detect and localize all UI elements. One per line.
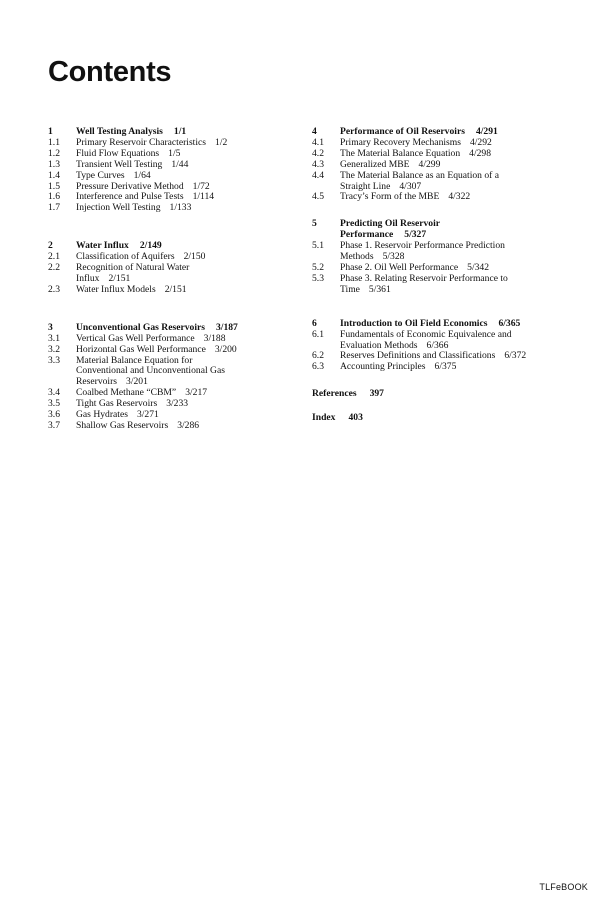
chapter-number: 5 [312,218,317,230]
section-number: 3.6 [48,409,60,421]
toc-entry[interactable] [48,421,310,432]
chapter-2 [48,241,310,296]
section-number: 4.2 [312,147,324,159]
section-title: Water Influx Models [76,283,156,295]
section-number: 2.1 [48,251,60,263]
references-page: 397 [369,388,384,400]
section-page: 3/188 [203,332,226,344]
section-page: 2/150 [183,251,206,263]
toc-entry-index[interactable] [312,412,597,423]
section-title: Pressure Derivative Method [76,180,184,192]
section-title: Horizontal Gas Well Performance [76,343,206,355]
section-number: 3.1 [48,332,60,344]
section-page: 3/200 [214,343,237,355]
section-page: 3/271 [136,409,159,421]
section-page: 3/233 [166,398,189,410]
chapter-number: 3 [48,321,53,333]
section-page: 3/217 [185,387,208,399]
section-number: 6.2 [312,350,324,362]
section-title: Gas Hydrates [76,409,128,421]
section-page: 4/307 [399,180,422,192]
section-title: Recognition of Natural Water Influx [76,262,190,284]
section-title: The Material Balance as an Equation of a Straight Line [340,169,500,192]
chapter-page: 5/327 [404,229,427,241]
chapter-title: Unconventional Gas Reservoirs [76,321,205,333]
section-number: 2.2 [48,262,60,274]
section-page: 6/375 [434,361,457,373]
toc-entry[interactable] [312,274,597,296]
chapter-number: 1 [48,126,53,137]
chapter-page: 4/291 [475,126,498,137]
chapter-heading[interactable] [312,219,597,241]
section-page: 6/372 [504,350,527,362]
section-page: 5/328 [382,251,405,263]
chapter-page: 2/149 [139,240,162,252]
section-number: 1.1 [48,136,60,148]
chapter-number: 2 [48,240,53,252]
section-number: 5.1 [312,240,324,252]
section-number: 3.4 [48,387,60,399]
section-number: 5.3 [312,272,324,284]
toc-entry[interactable] [312,241,597,263]
page-title: Contents [48,56,172,88]
section-number: 4.4 [312,169,324,181]
chapter-title: Water Influx [76,240,129,252]
section-number: 5.2 [312,261,324,273]
section-page: 4/292 [469,136,492,148]
section-title: Primary Reservoir Characteristics [76,136,207,148]
toc-entry[interactable] [312,330,597,352]
toc-right-column [312,127,597,423]
section-number: 4.1 [312,136,324,148]
references-title: References [312,388,357,400]
section-page: 4/298 [469,147,491,159]
section-title: Interference and Pulse Tests [76,191,184,203]
chapter-4 [312,127,597,203]
section-title: The Material Balance Equation [340,147,461,159]
section-page: 5/342 [467,261,490,273]
section-title: Phase 2. Oil Well Performance [340,261,459,273]
index-page: 403 [348,412,363,424]
chapter-5 [312,219,597,295]
chapter-number: 6 [312,317,317,329]
section-title: Tracy’s Form of the MBE [340,191,440,203]
chapter-3 [48,323,310,432]
chapter-number: 4 [312,126,317,137]
chapter-6 [312,319,597,374]
section-number: 3.2 [48,343,60,355]
section-page: 1/2 [215,136,228,148]
chapter-1 [48,127,310,214]
section-number: 6.1 [312,328,324,340]
section-page: 2/151 [108,272,131,284]
chapter-page: 6/365 [498,317,521,329]
section-number: 1.2 [48,147,60,159]
section-number: 1.3 [48,158,60,170]
index-title: Index [312,412,336,424]
section-page: 1/72 [192,180,210,192]
section-title: Transient Well Testing [76,158,163,170]
section-title: Material Balance Equation for Conventional and Unconventional Gas Reservoirs [76,354,225,388]
section-title: Vertical Gas Well Performance [76,332,195,344]
chapter-title: Well Testing Analysis [76,126,163,137]
toc-entry[interactable] [312,171,597,193]
section-number: 3.7 [48,419,60,431]
toc-entry[interactable] [48,285,310,296]
section-title: Injection Well Testing [76,202,161,214]
section-page: 1/5 [168,147,181,159]
section-page: 1/64 [133,169,151,181]
chapter-title: Predicting Oil Reservoir Performance [340,218,440,241]
section-title: Tight Gas Reservoirs [76,398,158,410]
section-page: 5/361 [368,283,391,295]
toc-entry[interactable] [312,192,597,203]
section-number: 4.5 [312,191,324,203]
section-title: Classification of Aquifers [76,251,175,263]
section-title: Shallow Gas Reservoirs [76,419,169,431]
chapter-page: 3/187 [215,321,238,333]
chapter-title: Introduction to Oil Field Economics [340,317,488,329]
section-page: 1/44 [171,158,189,170]
section-title: Phase 1. Reservoir Performance Prediction Methods [340,240,505,263]
section-number: 4.3 [312,158,324,170]
chapter-page: 1/1 [173,126,187,137]
section-page: 2/151 [164,283,187,295]
toc-entry[interactable] [48,203,310,214]
toc-entry-references[interactable] [312,388,597,399]
section-page: 4/322 [448,191,471,203]
section-title: Primary Recovery Mechanisms [340,136,461,148]
toc-entry[interactable] [312,362,597,373]
footer-watermark: TLFeBOOK [539,882,588,892]
toc-entry[interactable] [48,356,310,389]
section-title: Type Curves [76,169,125,181]
section-number: 1.7 [48,202,60,214]
chapter-title: Performance of Oil Reservoirs [340,126,465,137]
section-page: 4/299 [418,158,441,170]
section-page: 1/133 [169,202,192,214]
section-number: 2.3 [48,283,60,295]
section-number: 1.5 [48,180,60,192]
section-number: 3.3 [48,354,60,366]
section-number: 1.6 [48,191,60,203]
section-title: Generalized MBE [340,158,410,170]
section-number: 3.5 [48,398,60,410]
toc-left-column [48,127,310,432]
section-title: Reserves Definitions and Classifications [340,350,496,362]
section-page: 3/201 [126,376,148,388]
section-page: 1/114 [192,191,215,203]
section-title: Phase 3. Relating Reservoir Performance to Time [340,272,508,295]
section-title: Accounting Principles [340,361,426,373]
section-page: 6/366 [426,339,449,351]
section-title: Fundamentals of Economic Equivalence and Evaluation Methods [340,328,512,351]
section-title: Fluid Flow Equations [76,147,160,159]
section-number: 1.4 [48,169,60,181]
section-title: Coalbed Methane “CBM” [76,387,177,399]
toc-entry[interactable] [48,263,310,285]
section-number: 6.3 [312,361,324,373]
section-page: 3/286 [177,419,200,431]
